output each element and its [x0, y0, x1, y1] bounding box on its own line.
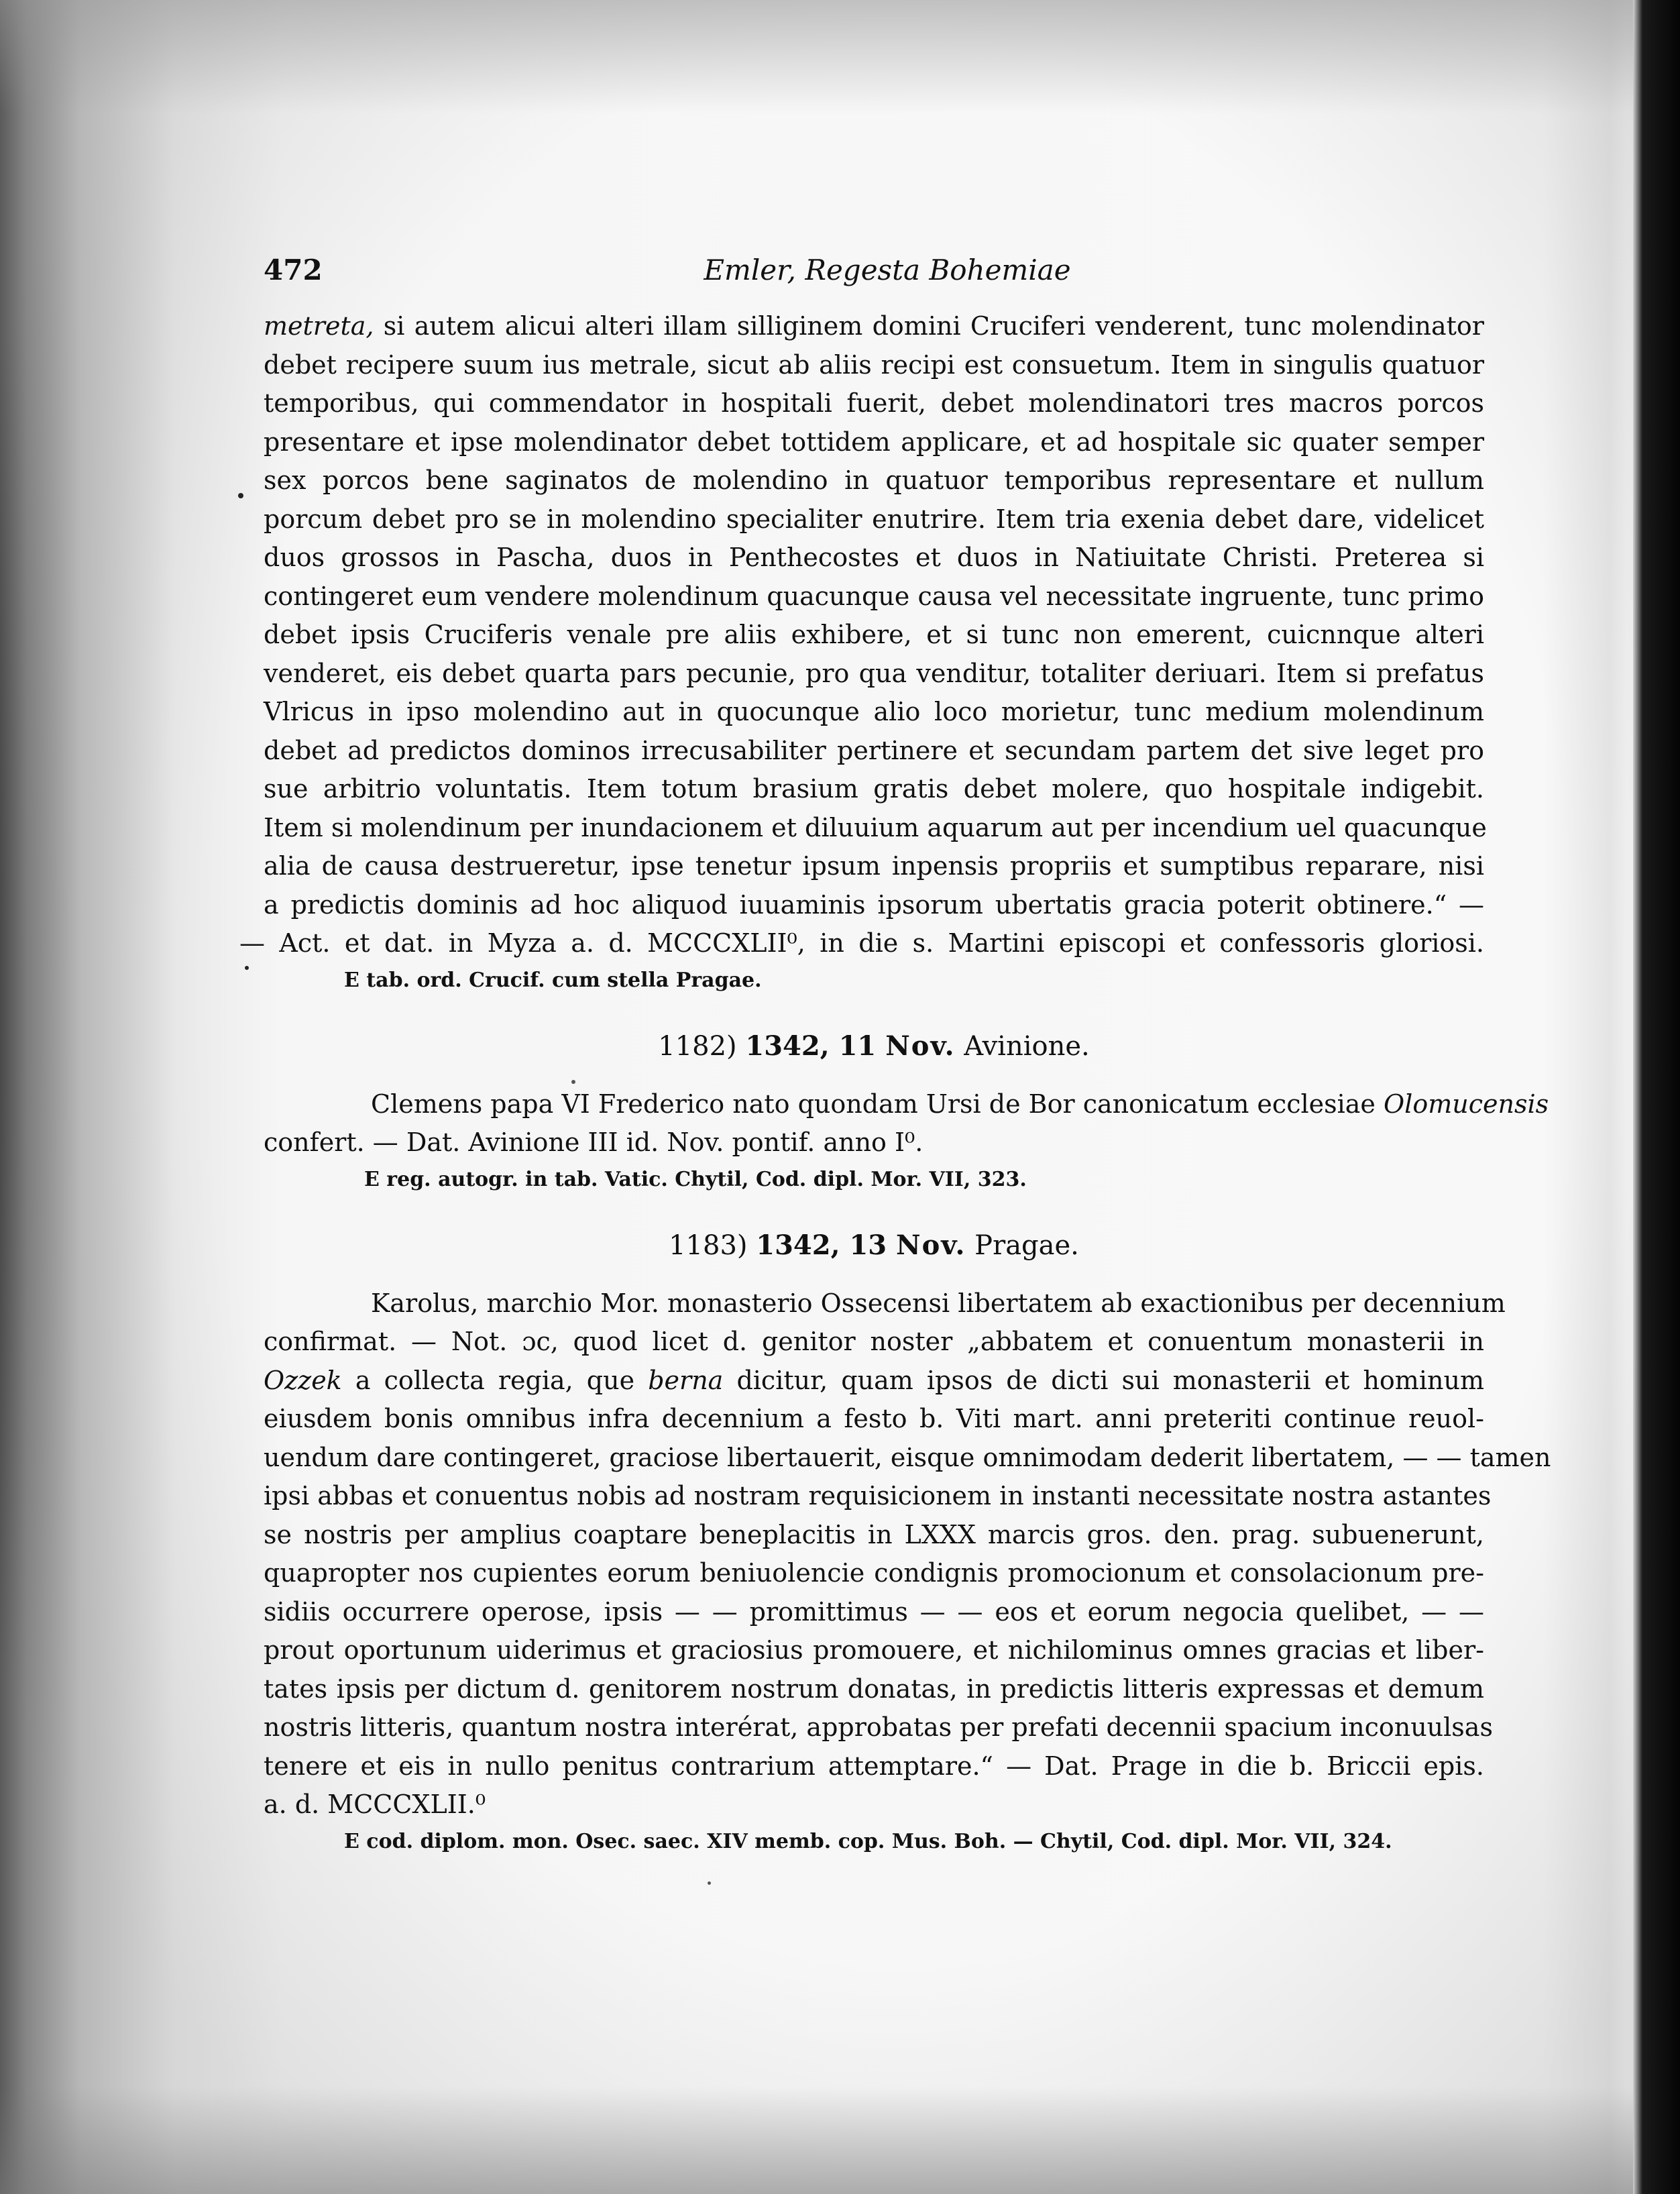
text-line: prout oportunum uiderimus et graciosius promouere, et nichilominus omnes gracias et liber- — [264, 1635, 1484, 1665]
entry-number: 1182) — [658, 1030, 737, 1062]
text-line: debet recipere suum ius metrale, sicut ab aliis recipi est consuetum. Item in singulis quatuor — [264, 349, 1484, 380]
entry-date: 1342, 13 Nov. — [756, 1229, 966, 1261]
italic-word: Olomucensis — [1384, 1089, 1549, 1119]
source-note: E reg. autogr. in tab. Vatic. Chytil, Cod. dipl. Mor. VII, 323. — [364, 1167, 1027, 1191]
scan-speck — [238, 493, 243, 498]
entry-text — [264, 1085, 1549, 1162]
entry-heading — [264, 1227, 1484, 1264]
text-line: Ozzek a collecta regia, que berna dicitur, quam ipsos de dicti sui monasterii et hominum — [264, 1365, 1484, 1395]
text-line: Clemens papa VI Frederico nato quondam Ursi de Bor canonicatum ecclesiae Olomucensis — [371, 1089, 1549, 1119]
text-line: Vlricus in ipso molendino aut in quocunque alio loco morietur, tunc medium molendinum — [264, 697, 1484, 726]
page-header — [264, 254, 1484, 307]
italic-word: metreta, — [264, 311, 374, 341]
text-line: uendum dare contingeret, graciose libertauerit, eisque omnimodam dederit libertatem, — — tamen — [264, 1442, 1551, 1472]
text-line: Karolus, marchio Mor. monasterio Ossecensi libertatem ab exactionibus per decennium — [371, 1288, 1506, 1318]
scan-speck — [708, 1881, 711, 1885]
text-line: porcum debet pro se in molendino specialiter enutrire. Item tria exenia debet dare, videlicet — [264, 504, 1484, 534]
text-line: Item si molendinum per inundacionem et diluuium aquarum aut per incendium uel quacunque — [264, 812, 1487, 842]
text-line: confert. — Dat. Avinione III id. Nov. pontif. anno I⁰. — [264, 1128, 923, 1157]
scan-shadow-top — [0, 0, 1680, 114]
text-line: venderet, eis debet quarta pars pecunie, pro qua venditur, totaliter deriuari. Item si prefatus — [264, 658, 1484, 688]
text-line: temporibus, qui commendator in hospitali fuerit, debet molendinatori tres macros porcos — [264, 388, 1484, 418]
text-line: a. d. MCCCXLII.⁰ — [264, 1790, 486, 1819]
text-line: debet ad predictos dominos irrecusabiliter pertinere et secundam partem det sive leget pro — [264, 735, 1484, 765]
text-line: confirmat. — Not. ɔc, quod licet d. genitor noster „abbatem et conuentum monasterii in — [264, 1327, 1484, 1356]
text-line: tates ipsis per dictum d. genitorem nostrum donatas, in predictis litteris expressas et demum — [264, 1674, 1484, 1704]
book-page — [239, 254, 1551, 1857]
text-line: debet ipsis Cruciferis venale pre aliis exhibere, et si tunc non emerent, cuicnnque alteri — [264, 620, 1484, 649]
text-line: nostris litteris, quantum nostra interérat, approbatas per prefati decennii spacium inconuulsas — [264, 1712, 1493, 1742]
source-note: E tab. ord. Crucif. cum stella Pragae. — [344, 968, 762, 992]
entry-text — [264, 1284, 1551, 1824]
text-line: sue arbitrio voluntatis. Item totum brasium gratis debet molere, quo hospitale indigebit. — [264, 774, 1484, 804]
scan-edge-right — [1633, 0, 1680, 2194]
text-line: contingeret eum vendere molendinum quacunque causa vel necessitate ingruente, tunc primo — [264, 581, 1484, 611]
italic-word: Ozzek — [264, 1365, 342, 1395]
text-line: tenere et eis in nullo penitus contrarium attemptare.“ — Dat. Prage in die b. Briccii epis. — [264, 1751, 1484, 1781]
source-note: E cod. diplom. mon. Osec. saec. XIV memb. cop. Mus. Boh. — Chytil, Cod. dipl. Mor. VII, 324. — [344, 1829, 1392, 1853]
text-line: alia de causa destrueretur, ipse tenetur ipsum inpensis propriis et sumptibus reparare, nisi — [264, 851, 1484, 881]
text-line: duos grossos in Pascha, duos in Penthecostes et duos in Natiuitate Christi. Preterea si — [264, 543, 1484, 572]
entry-number: 1183) — [669, 1229, 748, 1261]
text-line: sex porcos bene saginatos de molendino in quatuor temporibus representare et nullum — [264, 465, 1484, 495]
text-line: sidiis occurrere operose, ipsis — — promittimus — — eos et eorum negocia quelibet, — — — [264, 1596, 1484, 1627]
italic-word: berna — [648, 1365, 724, 1395]
entry-place: Pragae. — [974, 1229, 1079, 1261]
scan-shadow-bottom — [0, 2087, 1680, 2194]
text-line: presentare et ipse molendinator debet tottidem applicare, et ad hospitale sic quater semper — [264, 427, 1484, 457]
text-line: metreta, si autem alicui alteri illam silliginem domini Cruciferi venderent, tunc molendinator — [264, 311, 1484, 341]
scan-speck — [245, 966, 249, 970]
running-title: Emler, Regesta Bohemiae — [704, 254, 1071, 286]
text-line: eiusdem bonis omnibus infra decennium a festo b. Viti mart. anni preteriti continue reuol- — [264, 1404, 1484, 1433]
text-line: quapropter nos cupientes eorum beniuolencie condignis promocionum et consolacionum pre- — [264, 1558, 1484, 1588]
text-line: ipsi abbas et conuentus nobis ad nostram requisicionem in instanti necessitate nostra astantes — [264, 1481, 1492, 1511]
page-number: 472 — [264, 254, 323, 286]
continued-charter-text — [239, 307, 1487, 963]
text-line: — Act. et dat. in Myza a. d. MCCCXLII⁰, in die s. Martini episcopi et confessoris gloriosi. — [239, 928, 1484, 958]
entry-date: 1342, 11 Nov. — [745, 1030, 956, 1062]
entry-place: Avinione. — [964, 1030, 1090, 1062]
text-line: a predictis dominis ad hoc aliquod iuuaminis ipsorum ubertatis gracia poterit obtinere.“ — — [264, 889, 1484, 920]
entry-heading — [264, 1028, 1484, 1065]
text-line: se nostris per amplius coaptare beneplacitis in LXXX marcis gros. den. prag. subuenerunt, — [264, 1519, 1484, 1549]
